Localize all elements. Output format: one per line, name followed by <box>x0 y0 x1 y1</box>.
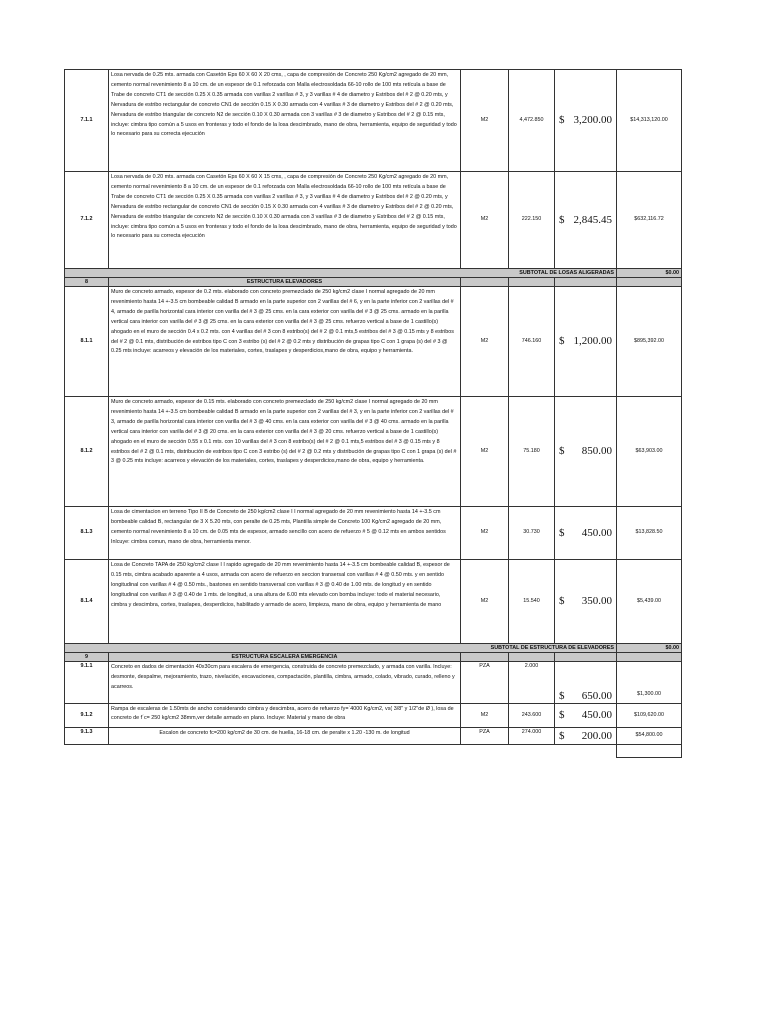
item-total: $1,300.00 <box>617 662 682 704</box>
subtotal-row <box>65 644 682 653</box>
currency-symbol: $ <box>559 729 565 742</box>
currency-symbol: $ <box>559 213 565 226</box>
item-quantity: 746.160 <box>509 287 555 397</box>
currency-symbol: $ <box>559 690 565 702</box>
price-amount: 2,845.45 <box>573 213 612 226</box>
subtotal-row <box>65 269 682 278</box>
subtotal-label: SUBTOTAL DE ESTRUCTURA DE ELEVADORES <box>65 644 617 653</box>
section-number: 9 <box>65 653 109 662</box>
item-code: 9.1.1 <box>65 662 109 704</box>
item-unit: M2 <box>461 70 509 172</box>
item-quantity: 30.730 <box>509 507 555 560</box>
item-quantity: 4,472.850 <box>509 70 555 172</box>
item-code: 9.1.2 <box>65 704 109 728</box>
price-amount: 200.00 <box>581 729 612 742</box>
item-total: $895,392.00 <box>617 287 682 397</box>
price-amount: 350.00 <box>581 595 612 607</box>
table-row <box>65 662 682 704</box>
price-amount: 850.00 <box>581 445 612 457</box>
item-unit: M2 <box>461 704 509 728</box>
item-code: 8.1.3 <box>65 507 109 560</box>
price-amount: 450.00 <box>581 709 612 721</box>
item-unit-price <box>555 662 617 704</box>
item-total: $63,903.00 <box>617 397 682 507</box>
subtotal-value: $0.00 <box>617 644 682 653</box>
table-row <box>65 507 682 560</box>
currency-symbol: $ <box>559 709 565 721</box>
price-amount: 650.00 <box>581 690 612 702</box>
item-unit-price <box>555 728 617 745</box>
price-amount: 450.00 <box>581 526 612 539</box>
item-total: $109,620.00 <box>617 704 682 728</box>
section-title: ESTRUCTURA ELEVADORES <box>109 278 461 287</box>
item-description: Losa nervada de 0.25 mts. armada con Casetón Eps 60 X 60 X 20 cms, , capa de compresión de Concreto 250 Kg/cm2 agregado de 20 mm, cemento normal revenimiento 8 a 10 cm. de un espesor de 0.1 reforzada con Malla electrosoldada 66-10 rollo de 100 mts retícula a base de Trabe de concreto CT1 de sección 0.25 X 0.35 armada con varillas 2 varillas # 3, y 3 varillas # 4 de diametro y Estribos del # 2 @ 0.20 mts, y Nervadura de estribo rectangular de concreto CN1 de sección 0.15 X 0.30 armada con 4 varillas # 3 de diametro y Estribos del # 2 @ 0.20 mts, Nervadura de estribo triangular de concreto N2 de sección 0.10 X 0.30 armada con 3 varillas # 3 de diametro y Estribos del # 2 @ 0.15 mts, incluye: cimbra tipo común a 5 usos en fronteras y todo el fondo de la losa descimbrado, mano de obra, herramienta, equipo de seguridad y todo lo necesario para su correcta ejecución <box>109 70 461 172</box>
item-code: 7.1.2 <box>65 172 109 269</box>
item-description: Rampa de escaleras de 1.50mts de ancho considerando cimbra y descimbra, acero de refuerzo fy=`4000 Kg/cm2, vs( 3/8" y 1/2"de Ø ), losa de concreto de f´c= 250 kg/cm2 38mm,ver detalle armado en plano. Incluye: Material y mano de obra <box>109 704 461 728</box>
empty-row <box>65 745 682 758</box>
currency-symbol: $ <box>559 595 565 607</box>
item-quantity: 222.150 <box>509 172 555 269</box>
budget-table <box>64 69 682 758</box>
item-code: 7.1.1 <box>65 70 109 172</box>
section-header-row <box>65 278 682 287</box>
currency-symbol: $ <box>559 114 565 126</box>
table-row <box>65 704 682 728</box>
item-unit-price <box>555 560 617 644</box>
item-code: 8.1.2 <box>65 397 109 507</box>
item-unit-price <box>555 287 617 397</box>
table-row <box>65 560 682 644</box>
table-row <box>65 397 682 507</box>
item-unit-price <box>555 507 617 560</box>
item-code: 8.1.4 <box>65 560 109 644</box>
item-quantity: 2.000 <box>509 662 555 704</box>
item-quantity: 243.600 <box>509 704 555 728</box>
item-unit: M2 <box>461 397 509 507</box>
item-unit: M2 <box>461 507 509 560</box>
item-unit-price <box>555 70 617 172</box>
section-header-row <box>65 653 682 662</box>
section-title: ESTRUCTURA ESCALERA EMERGENCIA <box>109 653 461 662</box>
currency-symbol: $ <box>559 445 565 457</box>
item-description: Muro de concreto armado, espesor de 0.2 mts. elaborado con concreto premezclado de 250 kg/cm2 clase I normal agregado de 20 mm revenimiento hasta 14 +-3.5 cm bombeable calidad B armado en la parte superior con 2 varillas del # 6, y en la parte inferior con 2 varillas del # 4, armado de parilla horizontal cara interior con varilla del # 3 @ 25 cms. en la cara exterior con varilla del # 3 @ 25 cms. armado en la parilla vertical cara interior con varilla del # 3 @ 25 cms. en la cara exterior con varilla del # 3 @ 25 cms. refuerzo vertical a base de 1 castillo(s) ahogado en el muro de sección 0.4 x 0.2 mts. con 4 varillas del # 3 con 8 estribo(s) del # 2 @ 0.1 mts,5 estribos del # 3 @ 0.15 mts y 8 estribos del # 2 @ 0.1 mts, distribución de estribos tipo C con 3 estribo (s) del # 2 @ 0.2 mts y distribución de grapas tipo C con 1 grapa (s) del # 3 @ 0.25 mts incluye: acarreos y elevación de los materiales, cortes, traslapes y desperdicios,mano de obra, equipo y herramienta. <box>109 287 461 397</box>
item-total: $632,116.72 <box>617 172 682 269</box>
subtotal-label: SUBTOTAL DE LOSAS ALIGERADAS <box>65 269 617 278</box>
item-code: 8.1.1 <box>65 287 109 397</box>
price-amount: 1,200.00 <box>573 335 612 347</box>
item-unit: PZA <box>461 728 509 745</box>
item-unit-price <box>555 704 617 728</box>
item-description: Losa nervada de 0.20 mts. armada con Casetón Eps 60 X 60 X 15 cms, , capa de compresión de Concreto 250 Kg/cm2 agregado de 20 mm, cemento normal revenimiento 8 a 10 cm. de un espesor de 0.1 reforzada con Malla electrosoldada 66-10 rollo de 100 mts retícula a base de Trabe de concreto CT1 de sección 0.25 X 0.35 armada con varillas 2 varillas # 3, y 3 varillas # 4 de diametro y Estribos del # 2 @ 0.20 mts, y Nervadura de estribo rectangular de concreto CN1 de sección 0.15 X 0.30 armada con 4 varillas # 3 de diametro y Estribos del # 2 @ 0.20 mts, Nervadura de estribo triangular de concreto N2 de sección 0.10 X 0.30 armada con 3 varillas # 3 de diametro y Estribos del # 2 @ 0.15 mts, incluye: cimbra tipo común a 5 usos en fronteras y todo el fondo de la losa descimbrado, mano de obra, herramienta, equipo de seguridad y todo lo necesario para su correcta ejecución <box>109 172 461 269</box>
empty-total-cell <box>617 745 682 758</box>
item-unit: M2 <box>461 172 509 269</box>
item-total: $54,800.00 <box>617 728 682 745</box>
table-row <box>65 70 682 172</box>
price-amount: 3,200.00 <box>573 114 612 126</box>
item-unit: PZA <box>461 662 509 704</box>
table-row <box>65 172 682 269</box>
item-unit: M2 <box>461 287 509 397</box>
item-code: 9.1.3 <box>65 728 109 745</box>
table-row <box>65 287 682 397</box>
item-description: Losa de Concreto TAPA de 250 kg/cm2 clase I I rapido agregado de 20 mm revenimiento hasta 14 +-3.5 cm bombeable calidad B, espesor de 0.15 mts, cimbra acabado aparente a 4 usos, armada con acero de refuerzo en seccion transersal con varillas # 4 @ 0.50 mts. y en sentido longitudinal con varillas # 4 @ 0.50 mts., bastones en sentido transversal con varillas # 3 @ 0.40 de 1.00 mts. de longitud y en sentido longitudinal con varillas # 3 @ 0.40 de 1 mts. de longitud, a una altura de 6.00 mts elevado con bomba incluye: todo el material necesario, cimbra y descimbra, cortes, traslapes, desperdicios, habilitado y armado de acero, limpieza, mano de obra, equipo y herramienta de mano <box>109 560 461 644</box>
item-quantity: 75.180 <box>509 397 555 507</box>
currency-symbol: $ <box>559 335 565 347</box>
item-unit: M2 <box>461 560 509 644</box>
item-unit-price <box>555 172 617 269</box>
item-description: Concreto en dados de cimentación 40x30cm para escalera de emergencia, construida de concreto premezclado, y armada con varilla. Incluye: desmonte, despalme, mejoramiento, trazo, nivelación, excavaciones, compactación, plantilla, cimbra, armado, colado, vibrado, curado, relleno y acarreos. <box>109 662 461 704</box>
item-total: $13,828.50 <box>617 507 682 560</box>
subtotal-value: $0.00 <box>617 269 682 278</box>
item-total: $14,313,120.00 <box>617 70 682 172</box>
item-description: Losa de cimentacion en terreno Tipo II B de Concreto de 250 kg/cm2 clase I I normal agregado de 20 mm revenimiento hasta 14 +-3.5 cm bombeable calidad B, rectangular de 3 X 5.20 mts, con peralte de 0.25 mts, Plantilla simple de Concreto 100 Kg/cm2 agregado de 20 mm, cemento normal revenimiento 8 a 10 cm. de 0.05 mts de espesor, armado sencillo con acero de refuerzo # 5 @ 0.12 mts en ambos sentidos Inlcuye: cimbra comun, mano de obra, herramienta menor. <box>109 507 461 560</box>
item-description: Escalon de concreto fc=200 kg/cm2 de 30 cm. de huella, 16-18 cm. de peralte x 1.20 -130 m. de longitud <box>109 728 461 745</box>
item-description: Muro de concreto armado, espesor de 0.15 mts. elaborado con concreto premezclado de 250 kg/cm2 clase I normal agregado de 20 mm revenimiento hasta 14 +-3.5 cm bombeable calidad B armado en la parte superior con 2 varillas del # 3, y en la parte inferior con 2 varillas del # 3, armado de parilla horizontal cara interior con varilla del # 3 @ 40 cms. en la cara exterior con varilla del # 3 @ 40 cms. armado en la parilla vertical cara interior con varilla del # 3 @ 20 cms. en la cara exterior con varilla del # 3 @ 20 cms. refuerzo vertical a base de 1 castillo(s) ahogado en el muro de sección 0.55 x 0.1 mts. con 10 varillas del # 3 con 8 estribo(s) del # 2 @ 0.1 mts,5 estribos del # 3 @ 0.15 mts y 8 estribos del # 2 @ 0.1 mts, distribución de estribos tipo C con 3 estribo (s) del # 2 @ 0.2 mts y distribución de grapas tipo C con 1 grapa (s) del # 3 @ 0.25 mts incluye: acarreos y elevación de los materiales, cortes, traslapes y desperdicios,mano de obra, equipo y herramienta. <box>109 397 461 507</box>
item-quantity: 274.000 <box>509 728 555 745</box>
section-number: 8 <box>65 278 109 287</box>
item-unit-price <box>555 397 617 507</box>
item-total: $5,439.00 <box>617 560 682 644</box>
table-row <box>65 728 682 745</box>
currency-symbol: $ <box>559 526 565 539</box>
item-quantity: 15.540 <box>509 560 555 644</box>
